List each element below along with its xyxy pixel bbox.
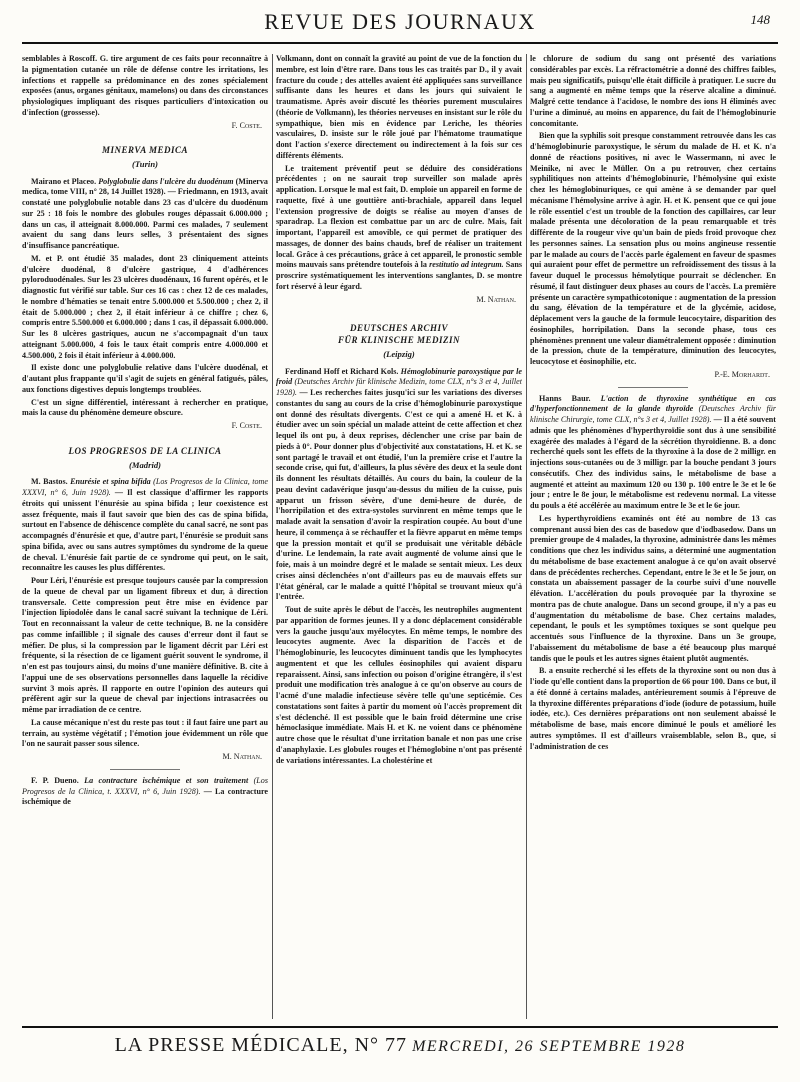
journal-heading: MINERVA MEDICA: [102, 145, 188, 156]
page-title: REVUE DES JOURNAUX: [264, 9, 536, 34]
article-paragraph: B. a ensuite recherché si les effets de la thyroxine sont ou non dus à l'iode qu'elle contient dans la proportion de 66 pour 100. Dans ce but, il a été donné à certains malades, antérieurement soumis à l'épreuve de la thyroxine différentes préparations d'iode (iodure de potassium, huile iodée, etc.). Ces dernières préparations ont non seulement abaissé le métabolisme de base, mais encore diminué le pouls et amélioré les autres symptômes. Il est d'ailleurs vraisemblable, selon B., que, si l'administration de ces: [530, 666, 776, 751]
column-1: [22, 54, 268, 1019]
article-title: Polyglobulie dans l'ulcère du duodénum: [98, 176, 234, 186]
article-text: — Il a été souvent admis que les phénomènes d'hyperthyroïdie sont dus à une sensibilité exagérée des malades à l'égard de la sécrétion thyroïdienne. B. a donc recherché quels sont les effets de la thyroxine à la dose de 2 milligr. en injections sous-cutanées ou de 3 milligr. par la bouche pendant 3 jours consécutifs. Chez des individus sains, le métabolisme de base a augmenté et atteint au maximum 120 ou 130 p. 100 entre le 3e et le 6e jour ; entre le 8e jour, le métabolisme est redevenu normal. La vitesse du pouls a été accélérée au maximum entre le 3e et le 6e jour.: [530, 415, 776, 510]
article-paragraph: [276, 164, 522, 293]
columns: [22, 54, 778, 1019]
article-paragraph: [22, 776, 268, 808]
author-signature: F. Coste.: [231, 421, 262, 431]
author-signature: P.-E. Morhardt.: [714, 369, 770, 379]
article-authors: M. Bastos.: [31, 477, 68, 487]
section-divider: [618, 387, 688, 388]
header-rule: [22, 42, 778, 44]
article-reference: (Minerva medica, tome VIII, n° 28, 14 Juillet 1928).: [22, 176, 268, 197]
column-divider: [526, 54, 527, 1019]
article-reference: (Los Progresos de la Clinica, tome XXXVI, n° 6, Juin 1928).: [22, 477, 268, 498]
article-text: — La contracture ischémique de: [22, 786, 268, 807]
article-title: Hémoglobinurie paroxystique par le froid: [276, 366, 522, 387]
article-paragraph: [22, 177, 268, 252]
continued-text: semblables à Roscoff. G. tire argument de ces faits pour reconnaître à la pigmentation cutanée un rôle de défense contre les irritations, les infections et rappelle sa prédominance en des zones spécialement exposées (anus, organes génitaux, mamelons) ou dans des circonstances physiologiques impliquant des risques particuliers d'intoxication ou d'infection (grossesse).: [22, 54, 268, 117]
journal-city: (Turin): [132, 159, 158, 170]
article-authors: Ferdinand Hoff et Richard Kols.: [285, 366, 399, 376]
column-2: [276, 54, 522, 1019]
article-paragraph: [22, 477, 268, 574]
journal-heading: DEUTSCHES ARCHIV: [350, 323, 448, 334]
article-paragraph: Bien que la syphilis soit presque constamment retrouvée dans les cas d'hémoglobinurie paroxystique, le sérum du malade de H. et K. n'a donné de réactions positives, ni avec le Wassermann, ni avec le Meinike, ni avec le Müller. On a pu retrouver, chez certains syphilitiques non atteints d'hémoglobinurie, l'hémolysine qui existe chez les hémoglobinuriques, ce qui amène à se demander par quel mécanisme l'hémolysine arrive à agir. H. et K. pensent que ce qui joue le rôle essentiel c'est un trouble de la fonction des capillaires, car leur malade présenta une décoloration de la peau remarquable et très différente de la rougeur vive qu'un bain de pieds froid provoque chez les personnes saines. La sensation plus ou moins angineuse ressentie par le malade au cours de l'accès parle également en faveur de spasmes qui auraient pour effet de permettre un refroidissement des tissus à la faveur duquel le processus hémolytique pourrait se déclencher. En résumé, il faut distinguer deux phases au cours de l'accès. La première présente un caractère sympathicotonique : augmentation de la pression du sang, élévation de la température et de la glycémie, acidose, déplacement vers la gauche de la formule leucocytaire, disparition des éosinophiles, horripilation. Dans la seconde phase, tous ces phénomènes prennent une valeur diamétralement opposée : diminution de la pression, chute de la température, diminution des leucocytes, leucocytose et éosinophilie, etc.: [530, 131, 776, 366]
author-signature: M. Nathan.: [476, 294, 516, 304]
publication-name: LA PRESSE MÉDICALE, N° 77: [114, 1034, 408, 1056]
article-paragraph: Pour Léri, l'énurésie est presque toujours causée par la compression de la queue de cheval par un ligament fibreux et dur, à direction transversale. Cette compression peut être mise en évidence par l'injection lipiodolée dans le canal sacré suivant la technique de Léri. Tout en reconnaissant la valeur de cette technique, B. ne la considère pas comme infaillible ; il signale des causes d'erreur dont il faut se méfier. De plus, si la compression par le ligament décrit par Léri est fréquente, si la résection de ce ligament guérit souvent le syndrome, il n'en est pas toujours ainsi, du moins d'une manière définitive. B. cite à l'appui une de ses observations personnelles dans laquelle la récidive survint 3 mois après. Il rapporte en outre l'opinion des auteurs qui préfèrent agir sur la queue de cheval par injections intrasacrées ou même par irradiation de ce centre.: [22, 576, 268, 715]
continued-text: le chlorure de sodium du sang ont présenté des variations considérables par excès. La réfractométrie a donné des chiffres faibles, mais peu significatifs, puisqu'elle était difficile à pratiquer. Le sucre du sang a augmenté en même temps que la réserve alcaline a diminué. Malgré cette tendance à l'acidose, le nombre des ions H éliminés avec l'urine a diminué, au moins en apparence, du fait de l'hémoglobinurie concomitante.: [530, 54, 776, 128]
article-reference: (Los Progresos de la Clinica, t. XXXVI, n° 6, Juin 1928).: [22, 775, 268, 796]
article-reference: (Deutsches Archiv für klinische Chirurgie, tome CLX, n°s 3 et 4, Juillet 1928).: [530, 404, 776, 424]
article-title: La contracture ischémique et son traitement: [84, 775, 249, 785]
article-text: — Il est classique d'affirmer les rapports étroits qui unissent l'énurésie au spina bifida ; leur coexistence est assez fréquente, mais il faut savoir que bien des cas de spina bifida, surtout en l'absence de déhiscence complète du canal sacré, ne sont pas accompagnés d'énurésie et que, d'autre part, l'énurésie se produit sans spina bifida, avec ou sans autres symptômes du syndrome de la queue de cheval. L'énurésie fait partie de ce syndrome qui peut, on le sait, reconnaître les causes les plus différentes.: [22, 488, 268, 573]
article-paragraph: [276, 367, 522, 604]
article-text: — Friedmann, en 1913, avait constaté une polyglobulie notable dans 23 cas d'ulcère du duodénum sur 25 : 18 fois le nombre des globules rouges dépassait 6.000.000 ; dans un cas, il atteignait 8.000.000. Parmi ces malades, 7 seulement avaient du sang dans leurs selles, 3 présentaient des signes d'insuffisance pancréatique.: [22, 187, 268, 251]
author-signature: M. Nathan.: [222, 752, 262, 762]
article-title: L'action de thyroxine synthétique en cas d'hyperfonctionnement de la glande thyroïde: [530, 393, 776, 414]
article-paragraph: [530, 394, 776, 512]
article-reference: (Deutsches Archiv für klinische Medizin, tome CLX, n°s 3 et 4, Juillet 1928).: [276, 377, 522, 398]
article-text: Sans proscrire systématiquement les interventions sanglantes, D. se montre fort réservé à leur égard.: [276, 260, 522, 291]
journal-city: (Leipzig): [383, 349, 415, 360]
article-authors: Mairano et Placeo.: [31, 176, 97, 186]
article-text: Le traitement préventif peut se déduire des considérations précédentes ; on ne saurait trop surveiller son malade après application. Lorsque le mal est fait, D. emploie un appareil en forme de raquette, fixé à une gouttière anti-brachiale, appareil dans lequel l'extension progressive de doigts se réalise au moyen d'anses de sparadrap. La flexion est combattue par un arc de culre. Mais, fait important, l'appareil est amovible, ce qui permet de pratiquer des massages, de donner des bains chauds, bref de réaliser un traitement local. Grâce à ces précautions, grâce à cet appareil, le pronostic semble moins mauvais sans prétendre toutefois à la: [276, 163, 522, 270]
article-paragraph: C'est un signe différentiel, intéressant à rechercher en pratique, mais la cause du phénomène demeure obscure.: [22, 397, 268, 418]
issue-date: MERCREDI, 26 SEPTEMBRE 1928: [412, 1038, 686, 1055]
column-divider: [272, 54, 273, 1019]
column-3: [530, 54, 776, 1019]
article-authors: Hanns Baur.: [539, 393, 591, 403]
footer-line: [22, 1034, 778, 1057]
article-title: Enurésie et spina bifida: [70, 477, 151, 487]
author-signature: F. Coste.: [231, 120, 262, 130]
article-paragraph: Il existe donc une polyglobulie relative dans l'ulcère duodénal, et d'autant plus frappante qu'il s'agit de sujets en général fatigués, pâles, aux fonctions digestives depuis longtemps troublées.: [22, 363, 268, 394]
article-paragraph: Les hyperthyroïdiens examinés ont été au nombre de 13 cas comprenant aussi bien des cas de basedow que d'iodbasedow. Dans un premier groupe de 4 malades, la thyroxine, administrée dans les mêmes conditions que chez les individus sains, a déterminé une augmentation du métabolisme de base exactement analogue à ce qu'on avait observé dans de précédentes recherches. Cependant, entre le 3e et le 5e jour, on constata un abaissement passager de la courbe suivi d'une nouvelle élévation. L'accélération du pouls provoquée par la thyroxine se montra pas de chute analogue. Dans un second groupe, il n'y a pas eu d'augmentation du métabolisme de base. Chez certains malades, cependant, le pouls et les symptômes toxiques se sont quelque peu accentués sous l'influence de la thyroxine. Dans un 3e groupe, l'abaissement du métabolisme de base a été beaucoup plus marqué tandis que le pouls et les autres signes étaient plutôt augmentés.: [530, 513, 776, 663]
journal-city: (Madrid): [129, 459, 161, 470]
article-paragraph: La cause mécanique n'est du reste pas tout : il faut faire une part au terrain, au système végétatif ; l'émotion joue évidemment un rôle que l'on ne saurait passer sous silence.: [22, 717, 268, 749]
journal-heading: LOS PROGRESOS DE LA CLINICA: [68, 445, 222, 456]
article-paragraph: M. et P. ont étudié 35 malades, dont 23 cliniquement atteints d'ulcère duodénal, 8 d'ulcère gastrique, 4 d'adhérences pyloroduodénales. Sur les 23 ulcères duodénaux, 16 furent opérés, et le diagnostic fut vérifié sur table. Sur ces 16 cas : chez 12 de ces malades, le nombre d'hématies se tenait entre 5.000.000 et 5.500.000 ; chez 2, il était de 5.000.000 ; chez 2, il était inférieur à ce chiffre ; chez 6, compris entre 5.500.000 et 6.000.000 ; dans 1 cas, il dépassait 6.000.000. Sur les 8 ulcères gastriques, aucun ne s'accompagnait d'un taux atteignant 5.000.000, 4 fois le taux était compris entre 4.000.000 et 4.500.000, 2 fois il était inférieur à 4.000.000.: [22, 253, 268, 360]
article-authors: F. P. Dueno.: [31, 775, 79, 785]
page-header: [22, 4, 778, 44]
latin-phrase: restitutio ad integrum.: [429, 260, 504, 270]
page-number: 148: [750, 12, 770, 27]
journal-heading-line2: FÜR KLINISCHE MEDIZIN: [337, 335, 461, 346]
section-divider: [110, 769, 180, 770]
continued-text: Volkmann, dont on connaît la gravité au point de vue de la fonction du membre, est loin d'être rare. Dans tous les cas traités par D., il y avait fracture du coude ; des attelles avaient été appliquées sans surveillance suffisante dans les heures et dans les jours qui suivaient le traumatisme. Après avoir discuté les théories purement musculaires (théorie de Volkmann), les théories nerveuses en insistant sur le rôle du sympathique, bien mis en évidence par Leriche, les théories vasculaires, D. insiste sur le rôle joué par l'hématome traumatique dont l'action s'exerce directement ou indirectement à la fois sur ces différents éléments.: [276, 54, 522, 160]
article-paragraph: Tout de suite après le début de l'accès, les neutrophiles augmentent par apparition de formes jeunes. Il y a donc déplacement considérable vers la gauche jusqu'aux myélocytes. En même temps, le nombre des leucocytes augmente. Avec la disparition de l'accès et de l'hémoglobinurie, les leucocytes diminuent tandis que les lymphocytes augmentent et que les cellules éosinophiles qui avaient disparu reparaissent. Ainsi, sans infection ou poison d'origine étrangère, il s'est produit une modification très analogue à ce qu'on observe au cours de l'acmé d'une maladie infectieuse sévère telle qu'une septicémie. Ces constatations sont faites à partir du moment où l'accès proprement dit s'est déclenché. Il est possible que le bain froid détermine une crise hémoclasique immédiate. Mais H. et K. ne voient dans ce phénomène autre chose que le résultat d'une irritation banale et non pas une crise d'anaphylaxie. Les globules rouges et l'hémoglobine n'ont pas présenté de variations intéressantes. La cholestérine et: [276, 605, 522, 765]
page-footer: [22, 1026, 778, 1068]
article-text: — Les recherches faites jusqu'ici sur les variations des diverses constantes du sang au cours de la crise d'hémoglobinurie paroxystique ont donné des résultats divergents. C'est ce qui a amené H. et K. à étudier avec un soin spécial un malade atteint de cette affection et chez lequel ils ont pu, à deux reprises, déclencher une crise par bain de pieds à 0°. Pour donner plus d'objectivité aux constatations, H. et K. se sont partagé le travail et ont étudié, l'un la première crise et l'autre la seconde crise, qui fut, d'ailleurs, la plus sévère des deux et la seule dont ils donnent les résultats détaillés. Au cours du bain, la couleur de la peau devint cadavérique jusqu'au-dessus du milieu de la cuisse, puis apparut un frisson sévère, d'une demi-heure de durée, de l'horripilation et des extra-systoles survinrent en même temps que le malade avait la sensation d'avoir la respiration coupée. Au bout d'une heure, il commença à se réchauffer et la fièvre apparut en même temps que la pression montait et qu'il se produisait une véritable débâcle d'urine. Le lendemain, la rate avait augmenté de volume ainsi que le foie, mais à un moindre degré et le malade se sentait mieux. Les deux crises ainsi déclenchées n'ont d'ailleurs pas eu de mauvais effets sur l'état général, car le malade a quitté l'hôpital se trouvant mieux qu'à l'entrée.: [276, 388, 522, 602]
